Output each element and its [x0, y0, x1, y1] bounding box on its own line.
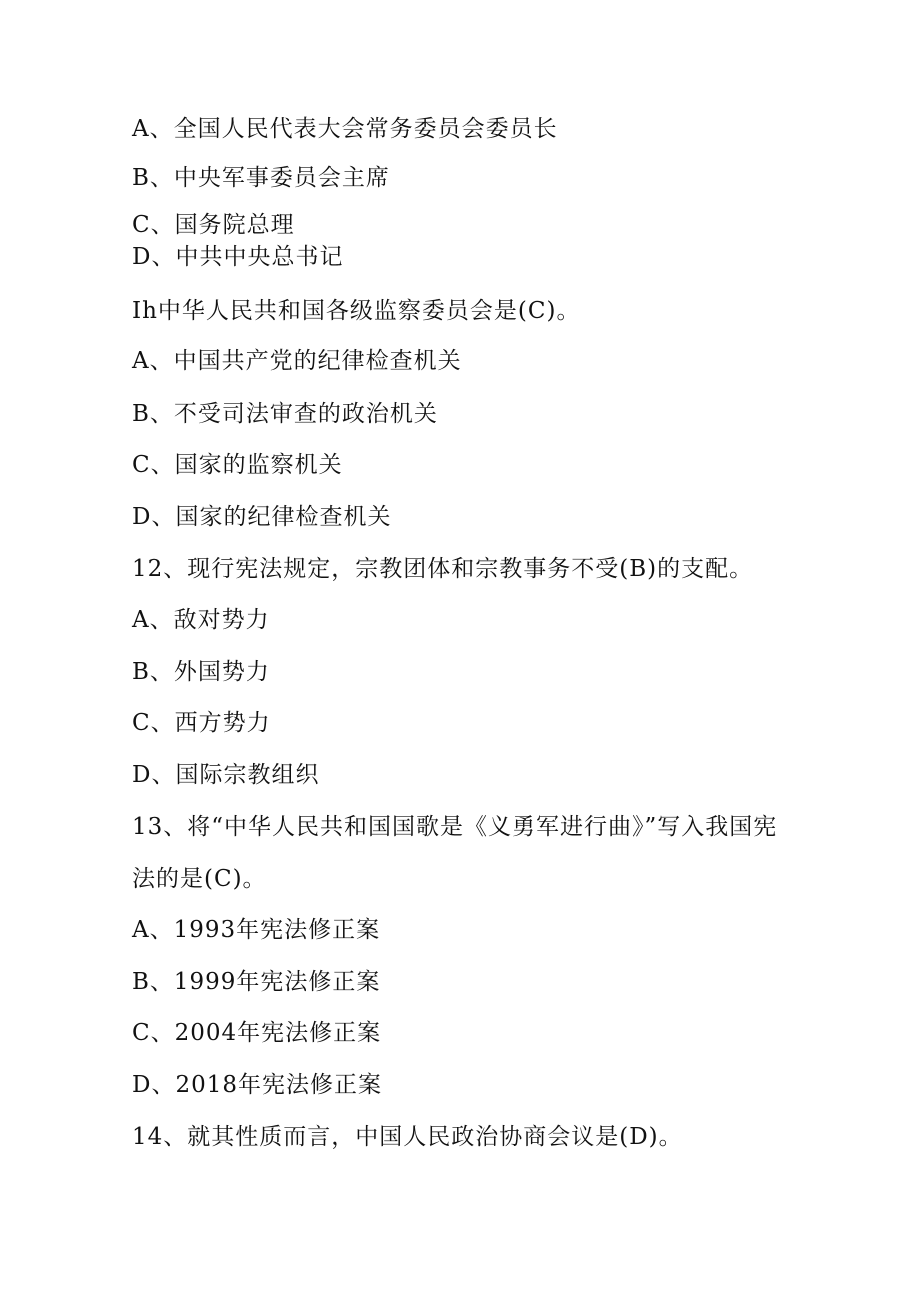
option-line: C、2004年宪法修正案	[132, 1020, 382, 1046]
option-line: A、全国人民代表大会常务委员会委员长	[132, 116, 558, 142]
option-line: D、2018年宪法修正案	[132, 1072, 382, 1098]
question-line: Ih中华人民共和国各级监察委员会是(C)。	[132, 298, 581, 324]
option-line: B、外国势力	[132, 659, 270, 685]
option-line: D、国际宗教组织	[132, 762, 320, 788]
option-line: A、敌对势力	[132, 607, 270, 633]
option-line: C、西方势力	[132, 710, 271, 736]
option-line: A、1993年宪法修正案	[132, 917, 381, 943]
option-line: D、国家的纪律检查机关	[132, 504, 392, 530]
option-line: B、不受司法审查的政治机关	[132, 401, 438, 427]
question-line: 12、现行宪法规定，宗教团体和宗教事务不受(B)的支配。	[132, 556, 754, 582]
option-line: D、中共中央总书记	[132, 244, 344, 270]
option-line: B、中央军事委员会主席	[132, 165, 390, 191]
option-line: C、国务院总理	[132, 212, 295, 238]
option-line: B、1999年宪法修正案	[132, 969, 381, 995]
question-line: 14、就其性质而言，中国人民政治协商会议是(D)。	[132, 1124, 683, 1150]
question-line: 法的是(C)。	[132, 866, 267, 892]
option-line: C、国家的监察机关	[132, 452, 343, 478]
option-line: A、中国共产党的纪律检查机关	[132, 348, 462, 374]
question-line: 13、将“中华人民共和国国歌是《义勇军进行曲》”写入我国宪	[132, 814, 778, 840]
